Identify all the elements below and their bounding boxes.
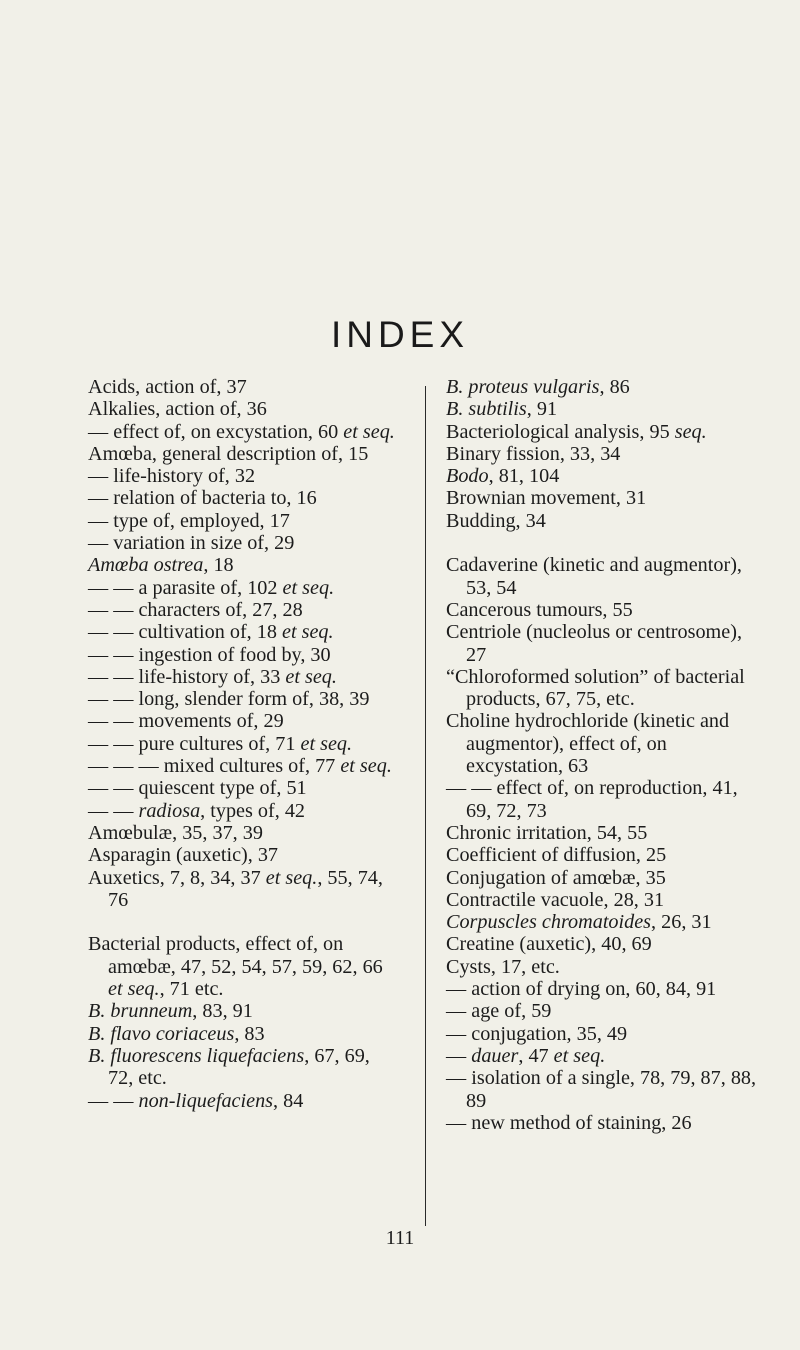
index-entry: Cysts, 17, etc. — [446, 955, 560, 978]
index-entry: — — effect of, on reproduction, 41, 69, 72, 73 — [446, 777, 738, 822]
index-entry: B. subtilis, 91 — [446, 398, 558, 421]
index-column-left — [88, 376, 400, 1112]
index-entry: — isolation of a single, 78, 79, 87, 88, 89 — [446, 1067, 757, 1112]
page-title: INDEX — [330, 314, 470, 355]
index-entry: Corpuscles chromatoides, 26, 31 — [446, 911, 712, 934]
index-entry: — — characters of, 27, 28 — [88, 598, 303, 621]
index-entry: Cancerous tumours, 55 — [446, 598, 633, 621]
index-entry: — — radiosa, types of, 42 — [88, 799, 306, 822]
index-entry: — — long, slender form of, 38, 39 — [88, 688, 370, 711]
index-entry: — life-history of, 32 — [88, 465, 256, 488]
index-column-right — [446, 376, 766, 1134]
column-divider — [425, 386, 426, 1226]
index-entry: B. flavo coriaceus, 83 — [88, 1022, 265, 1045]
page-number: 111 — [385, 1227, 415, 1249]
index-entry: Conjugation of amœbæ, 35 — [446, 866, 666, 889]
index-entry: Brownian movement, 31 — [446, 487, 647, 510]
index-entry: Auxetics, 7, 8, 34, 37 et seq., 55, 74, 76 — [88, 866, 383, 911]
entry-group-gap — [446, 532, 766, 554]
index-entry: B. brunneum, 83, 91 — [88, 1000, 253, 1023]
index-entry: — — life-history of, 33 et seq. — [88, 665, 337, 688]
index-entry: Centriole (nucleolus or centrosome), 27 — [446, 621, 742, 666]
index-entry: Amœba ostrea, 18 — [88, 554, 234, 577]
index-entry: — action of drying on, 60, 84, 91 — [446, 978, 717, 1001]
index-entry: — relation of bacteria to, 16 — [88, 487, 317, 510]
index-entry: Choline hydrochloride (kinetic and augmentor), effect of, on excystation, 63 — [446, 710, 730, 778]
index-entry: Bacterial products, effect of, on amœbæ, 47, 52, 54, 57, 59, 62, 66 et seq., 71 etc. — [88, 933, 383, 1001]
index-entry: Cadaverine (kinetic and augmentor), 53, 54 — [446, 554, 742, 599]
index-entry: Alkalies, action of, 36 — [88, 398, 267, 421]
index-entry: — — cultivation of, 18 et seq. — [88, 621, 334, 644]
index-entry: — variation in size of, 29 — [88, 532, 295, 555]
index-entry: — dauer, 47 et seq. — [446, 1044, 606, 1067]
index-entry: — conjugation, 35, 49 — [446, 1022, 628, 1045]
index-entry: B. proteus vulgaris, 86 — [446, 376, 630, 398]
index-entry: B. fluorescens liquefaciens, 67, 69, 72, etc. — [88, 1044, 370, 1090]
index-entry: — — — mixed cultures of, 77 et seq. — [88, 755, 392, 778]
index-entry: Coefficient of diffusion, 25 — [446, 844, 667, 867]
index-entry: “Chloroformed solution” of bacterial products, 67, 75, etc. — [446, 665, 745, 711]
entry-group-gap — [88, 911, 400, 933]
index-entry: Acids, action of, 37 — [88, 376, 247, 398]
index-entry: Chronic irritation, 54, 55 — [446, 821, 648, 844]
index-entry: Amœbulæ, 35, 37, 39 — [88, 821, 263, 844]
index-entry: — type of, employed, 17 — [88, 509, 290, 532]
index-entry: — age of, 59 — [446, 1000, 552, 1023]
index-entry: — — movements of, 29 — [88, 710, 284, 733]
index-entry: Bacteriological analysis, 95 seq. — [446, 420, 707, 443]
index-entry: — — non-liquefaciens, 84 — [88, 1089, 304, 1112]
index-entry: Budding, 34 — [446, 509, 546, 532]
index-entry: — — pure cultures of, 71 et seq. — [88, 732, 353, 755]
index-entry: Bodo, 81, 104 — [446, 465, 560, 488]
index-entry: — effect of, on excystation, 60 et seq. — [88, 420, 395, 443]
index-entry: — new method of staining, 26 — [446, 1111, 692, 1134]
index-entry: Contractile vacuole, 28, 31 — [446, 888, 665, 911]
index-entry: Amœba, general description of, 15 — [88, 442, 369, 465]
index-entry: — — ingestion of food by, 30 — [88, 643, 331, 666]
index-entry: Asparagin (auxetic), 37 — [88, 844, 279, 867]
index-entry: — — a parasite of, 102 et seq. — [88, 576, 335, 599]
index-entry: Binary fission, 33, 34 — [446, 442, 621, 465]
index-entry: Creatine (auxetic), 40, 69 — [446, 933, 652, 956]
index-entry: — — quiescent type of, 51 — [88, 777, 307, 800]
